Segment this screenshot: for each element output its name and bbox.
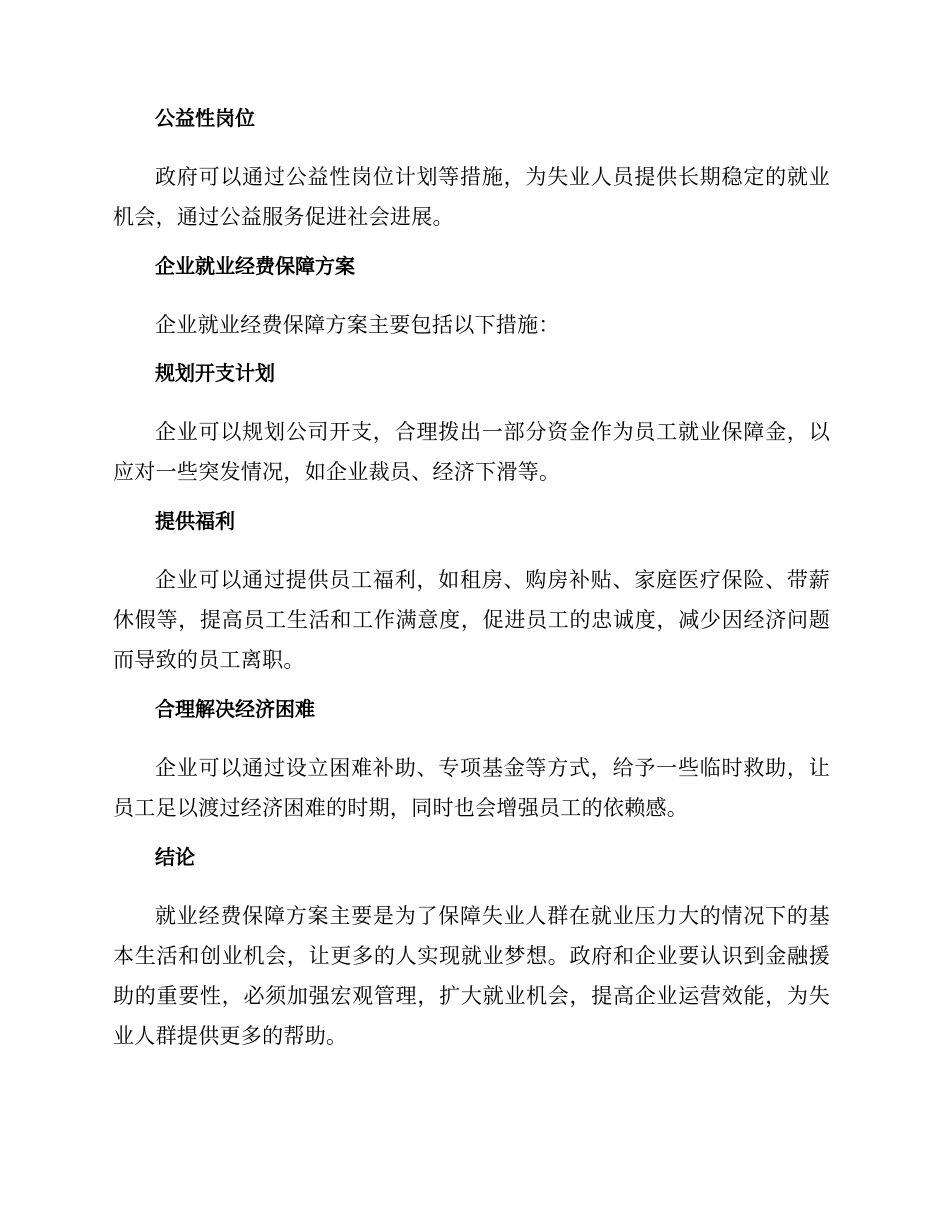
section-paragraph-public-welfare-posts: 政府可以通过公益性岗位计划等措施，为失业人员提供长期稳定的就业机会，通过公益服务促进社会进展。 [113,165,830,229]
section-heading-benefits: 提供福利 [155,509,235,533]
section-paragraph-enterprise-funding-plan: 企业就业经费保障方案主要包括以下措施： [155,313,560,337]
section-heading-financial-hardship: 合理解决经济困难 [155,697,315,721]
section-heading-conclusion: 结论 [155,845,195,869]
section-paragraph-financial-hardship: 企业可以通过设立困难补助、专项基金等方式，给予一些临时救助，让员工足以渡过经济困难的时期，同时也会增强员工的依赖感。 [113,756,830,820]
section-paragraph-expense-planning: 企业可以规划公司开支，合理拨出一部分资金作为员工就业保障金，以应对一些突发情况，如企业裁员、经济下滑等。 [113,420,830,484]
section-paragraph-conclusion: 就业经费保障方案主要是为了保障失业人群在就业压力大的情况下的基本生活和创业机会，让更多的人实现就业梦想。政府和企业要认识到金融援助的重要性，必须加强宏观管理，扩大就业机会，提高企业运营效能，为失业人群提供更多的帮助。 [113,904,830,1048]
section-heading-expense-planning: 规划开支计划 [155,361,275,385]
section-heading-public-welfare-posts: 公益性岗位 [155,106,255,130]
section-heading-enterprise-funding-plan: 企业就业经费保障方案 [155,254,355,278]
document-page [113,104,830,1071]
section-paragraph-benefits: 企业可以通过提供员工福利，如租房、购房补贴、家庭医疗保险、带薪休假等，提高员工生活和工作满意度，促进员工的忠诚度，减少因经济问题而导致的员工离职。 [113,568,830,672]
